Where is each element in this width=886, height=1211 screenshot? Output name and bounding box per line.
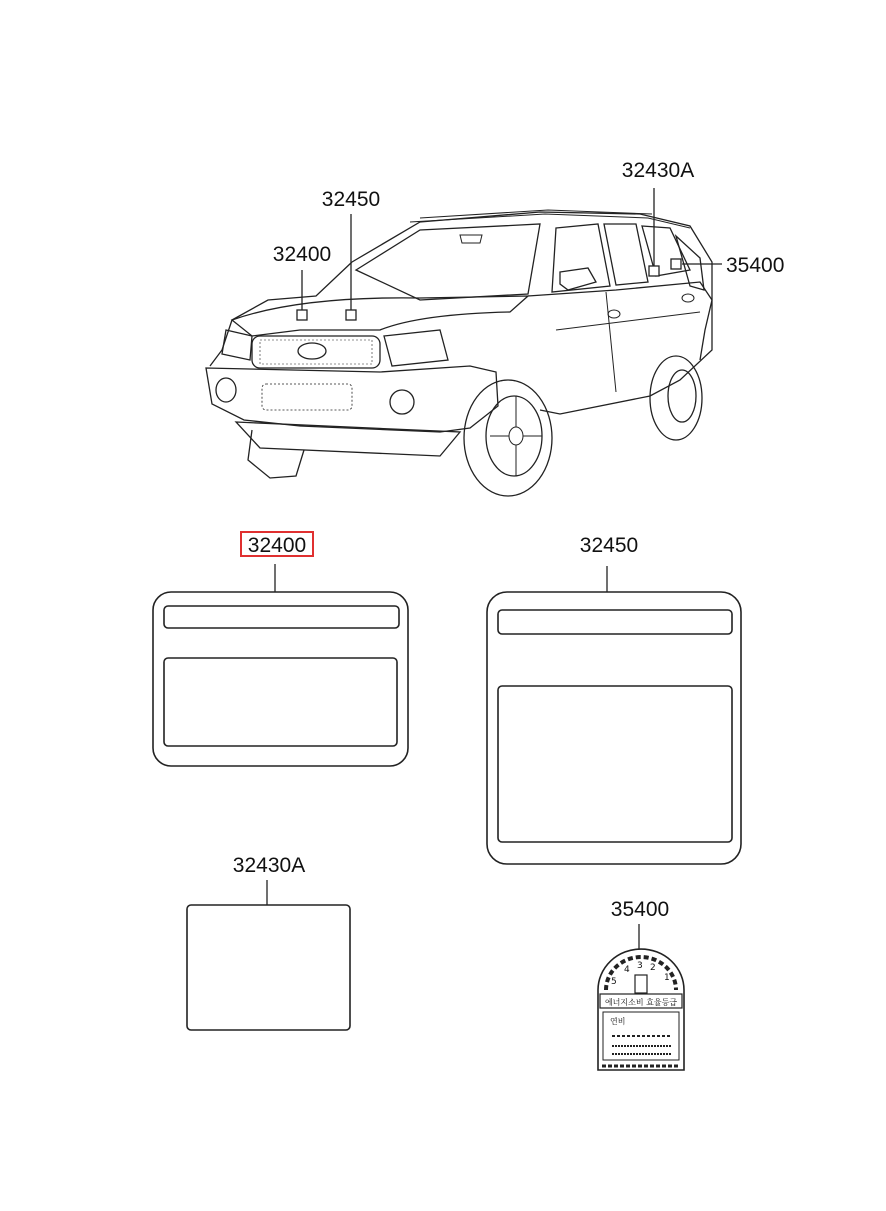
label-plate-32450 bbox=[487, 592, 741, 864]
label-body-panel-32400 bbox=[164, 658, 397, 746]
marker-32450 bbox=[346, 310, 356, 320]
part-label-32430A[interactable]: 32430A bbox=[232, 854, 306, 877]
label-header-band-32400 bbox=[164, 606, 399, 628]
callout-32450[interactable]: 32450 bbox=[321, 188, 381, 211]
part-32400 bbox=[153, 532, 408, 766]
part-32450 bbox=[487, 534, 741, 864]
mileage-label: 연비 bbox=[610, 1017, 626, 1026]
part-35400 bbox=[598, 898, 684, 1070]
label-header-band-32450 bbox=[498, 610, 732, 634]
part-label-32450[interactable]: 32450 bbox=[579, 534, 639, 557]
part-label-32400[interactable]: 32400 bbox=[247, 534, 307, 557]
part-label-35400[interactable]: 35400 bbox=[610, 898, 670, 921]
callout-35400[interactable]: 35400 bbox=[726, 254, 785, 277]
grade-digit-4: 4 bbox=[624, 965, 630, 975]
grade-pointer-icon bbox=[635, 975, 647, 993]
energy-label-header: 에너지소비 효율등급 bbox=[604, 998, 678, 1007]
marker-32400 bbox=[297, 310, 307, 320]
grade-digit-1: 1 bbox=[664, 973, 670, 983]
callout-32430A[interactable]: 32430A bbox=[621, 159, 695, 182]
grade-digit-5: 5 bbox=[611, 977, 617, 987]
energy-efficiency-label bbox=[598, 949, 684, 1070]
label-plate-32430A bbox=[187, 905, 350, 1030]
marker-35400 bbox=[671, 259, 681, 269]
grade-digit-3: 3 bbox=[637, 961, 643, 971]
callout-32400[interactable]: 32400 bbox=[272, 243, 332, 266]
label-body-panel-32450 bbox=[498, 686, 732, 842]
marker-32430A bbox=[649, 266, 659, 276]
grade-digit-2: 2 bbox=[650, 963, 656, 973]
label-plate-32400 bbox=[153, 592, 408, 766]
part-32430A bbox=[187, 854, 350, 1030]
